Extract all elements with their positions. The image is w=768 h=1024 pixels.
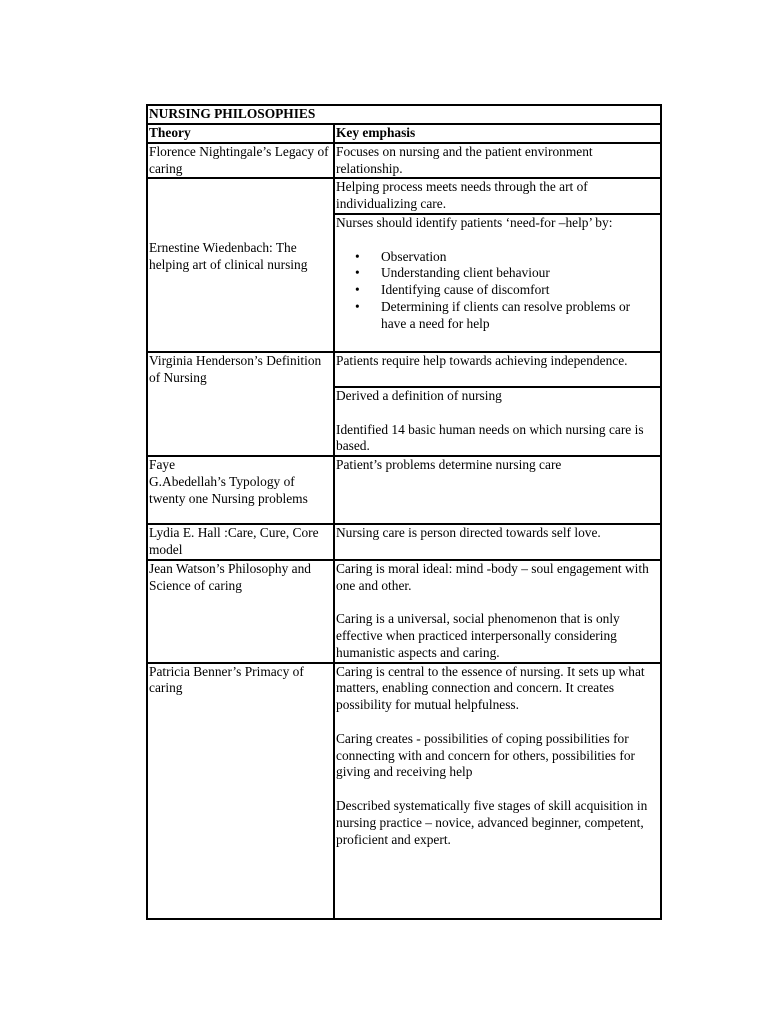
theory-cell-watson: Jean Watson’s Philosophy and Science of caring	[147, 560, 334, 663]
table-row	[147, 352, 661, 387]
table-row	[147, 178, 661, 214]
table-row	[147, 456, 661, 524]
list-item: • Determining if clients can resolve problems or have a need for help	[381, 299, 658, 333]
theory-cell-abdellah	[147, 456, 334, 524]
emphasis-cell-wiedenbach-1: Helping process meets needs through the art of individualizing care.	[334, 178, 661, 214]
benner-emphasis-p3: Described systematically five stages of skill acquisition in nursing practice – novice, advanced beginner, competent, proficient and expert.	[336, 797, 648, 847]
watson-emphasis-p2: Caring is a universal, social phenomenon that is only effective when practiced interpersonally considering humanistic aspects and caring.	[336, 611, 620, 660]
theory-cell-hall: Lydia E. Hall :Care, Cure, Core model	[147, 524, 334, 560]
header-theory: Theory	[147, 124, 334, 143]
emphasis-cell-watson	[334, 560, 661, 663]
table-title: NURSING PHILOSOPHIES	[147, 105, 661, 124]
emphasis-cell-hall: Nursing care is person directed towards self love.	[334, 524, 661, 560]
emphasis-cell-abdellah: Patient’s problems determine nursing care	[334, 456, 661, 524]
henderson-emphasis-b: Identified 14 basic human needs on which nursing care is based.	[336, 421, 644, 454]
table-row	[147, 560, 661, 663]
table-title-row	[147, 105, 661, 124]
theory-cell-wiedenbach	[147, 178, 334, 352]
nursing-philosophies-table	[146, 104, 662, 920]
header-key-emphasis: Key emphasis	[334, 124, 661, 143]
emphasis-cell-nightingale: Focuses on nursing and the patient environment relationship.	[334, 143, 661, 179]
list-item: • Observation	[381, 249, 658, 266]
emphasis-cell-benner	[334, 663, 661, 919]
table-header-row	[147, 124, 661, 143]
watson-emphasis-p1: Caring is moral ideal: mind -body – soul engagement with one and other.	[336, 560, 649, 593]
abdellah-theory-line1: Faye	[149, 457, 176, 473]
table-row	[147, 143, 661, 179]
list-item: • Understanding client behaviour	[381, 265, 658, 282]
benner-emphasis-p1: Caring is central to the essence of nursing. It sets up what matters, enabling connection and concern. It creates possibility for mutual helpfulness.	[336, 663, 645, 713]
theory-cell-benner: Patricia Benner’s Primacy of caring	[147, 663, 334, 919]
emphasis-cell-henderson-2	[334, 387, 661, 456]
emphasis-cell-wiedenbach-2	[334, 214, 661, 352]
henderson-emphasis-a: Derived a definition of nursing	[336, 387, 502, 403]
table-row	[147, 663, 661, 919]
wiedenbach-intro: Nurses should identify patients ‘need-for –help’ by:	[336, 214, 613, 230]
theory-cell-nightingale: Florence Nightingale’s Legacy of caring	[147, 143, 334, 179]
list-item: • Identifying cause of discomfort	[381, 282, 658, 299]
benner-emphasis-p2: Caring creates - possibilities of coping possibilities for connecting with and concern for others, possibilities for giving and receiving help	[336, 730, 635, 780]
theory-text-wiedenbach: Ernestine Wiedenbach: The helping art of clinical nursing	[149, 239, 308, 272]
theory-cell-henderson: Virginia Henderson’s Definition of Nursing	[147, 352, 334, 456]
abdellah-theory-line2: G.Abedellah’s Typology of twenty one Nursing problems	[149, 473, 308, 506]
wiedenbach-bullet-list	[336, 249, 658, 333]
emphasis-cell-henderson-1: Patients require help towards achieving independence.	[334, 352, 661, 387]
table-row	[147, 524, 661, 560]
